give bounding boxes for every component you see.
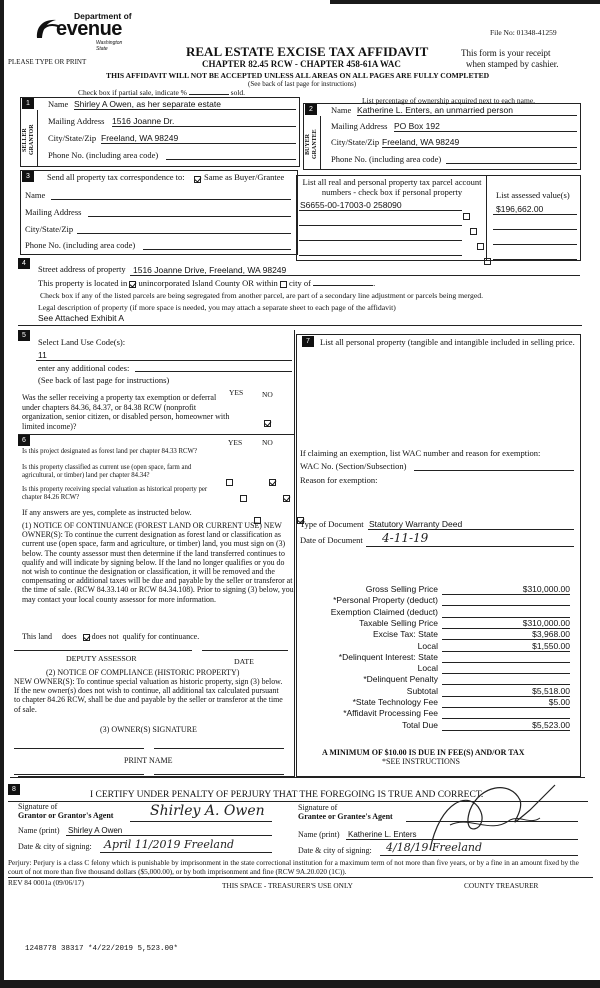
seller-address-label: Mailing Address <box>48 116 105 126</box>
personal-property-checkbox[interactable] <box>463 213 470 220</box>
assessor-date-label: DATE <box>234 657 254 666</box>
fee-row <box>300 663 575 674</box>
buyer-name-field[interactable]: Katherine L. Enters, an unmarried person <box>357 105 513 115</box>
grantee-name-line <box>346 839 578 840</box>
doc-date-field[interactable]: 4-11-19 <box>382 531 429 545</box>
grantee-date-line <box>380 855 578 856</box>
rev-number: REV 84 0001a (09/06/17) <box>8 878 84 887</box>
fee-value[interactable] <box>442 595 570 606</box>
minimum-note: A MINIMUM OF $10.00 IS DUE IN FEE(S) AND/OR TAX <box>322 748 525 757</box>
print-name-line-2[interactable] <box>154 774 284 775</box>
footer-rule <box>8 877 593 878</box>
reason-label: Reason for exemption: <box>300 475 378 485</box>
scan-edge-bottom <box>0 980 600 988</box>
parcel-line <box>299 255 462 256</box>
grantee-sig-label: Signature of Grantee or Grantee's Agent <box>298 803 393 821</box>
fee-label: *State Technology Fee <box>352 697 438 707</box>
buyer-phone-field[interactable] <box>446 163 577 164</box>
doc-date-label: Date of Document <box>300 535 363 545</box>
street-label: Street address of property <box>38 264 126 274</box>
exemption-no-header: NO <box>262 390 273 399</box>
unincorporated-checkbox[interactable] <box>129 281 136 288</box>
section-6-top-rule <box>18 434 295 435</box>
receipt-note-2: when stamped by cashier. <box>466 59 559 69</box>
fee-row <box>300 595 575 606</box>
assessor-date-line[interactable] <box>202 650 288 651</box>
doc-type-line <box>368 529 574 530</box>
corr-name-field[interactable] <box>51 199 291 200</box>
section-8-top-rule <box>10 777 585 778</box>
grantee-name-field[interactable]: Katherine L. Enters <box>348 830 417 839</box>
notice-compliance: NEW OWNER(S): To continue special valuation as historic property, sign (3) below. If the new owner(s) does not wish to continue, all additional tax calculated pursuant to chapter 84.26 RCW, shall be due and payable by the seller or transferor at the time of sale. <box>14 677 283 714</box>
print-name-label: PRINT NAME <box>124 756 173 765</box>
section-7-tag: 7 <box>302 336 314 347</box>
buyer-city-label: City/State/Zip <box>331 137 380 147</box>
corr-city-label: City/State/Zip <box>25 224 74 234</box>
fee-value[interactable] <box>442 674 570 685</box>
grantee-date-field[interactable]: 4/18/19 Freeland <box>386 841 483 854</box>
land-use-code-field[interactable]: 11 <box>38 350 47 360</box>
section-4-tag: 4 <box>18 258 30 269</box>
fee-label: Excise Tax: State <box>372 629 438 640</box>
fee-value[interactable]: $5,523.00 <box>442 720 570 731</box>
corr-name-label: Name <box>25 190 46 200</box>
seller-phone-field[interactable] <box>166 159 296 160</box>
notice-continuance: (1) NOTICE OF CONTINUANCE (FOREST LAND OR CURRENT USE) NEW OWNER(S): To continue the current designation as forest land or classification as current use (open space, farm and agriculture, or timber) land, you must sign on (3) below. The county assessor must then determine if the land transferred continues to qualify and will indicate by signing below. If the land no longer qualifies or you do not wish to continue the designation or classification, it will be removed and the compensating or additional taxes will be due and payable by the seller or transferor at the time of sale. (RCW 84.33.140 or RCW 84.34.108). Prior to signing (3) below, you may contact your local county assessor for more information. <box>22 521 294 604</box>
perjury-note: Perjury: Perjury is a class C felony which is punishable by imprisonment in the state correctional institution for a maximum term of not more than five years, or by a fine in an amount fixed by the court of not more than five thousand dollars ($5,000.00), or by both imprisonment and fine (RCW 9A.20.020 (1C)). <box>8 858 579 876</box>
buyer-grantee-label: BUYER GRANTEE <box>305 129 318 159</box>
exemption-no-checkbox[interactable] <box>264 420 271 427</box>
exemption-yes-header: YES <box>229 388 244 397</box>
warning-banner: THIS AFFIDAVIT WILL NOT BE ACCEPTED UNLESS ALL AREAS ON ALL PAGES ARE FULLY COMPLETED <box>106 71 490 80</box>
grantor-sig-label: Signature of Grantor or Grantor's Agent <box>18 802 114 820</box>
buyer-city-field[interactable]: Freeland, WA 98249 <box>382 137 460 147</box>
same-as-buyer-checkbox[interactable] <box>194 176 201 183</box>
s6-no-header: NO <box>262 438 273 447</box>
s6-question: Is this property classified as current use (open space, farm and agricultural, or timber) land per chapter 84.34? <box>22 464 192 479</box>
fee-value[interactable] <box>442 663 570 674</box>
if-yes-note: If any answers are yes, complete as instructed below. <box>22 508 192 517</box>
fee-label: *Delinquent Penalty <box>363 674 438 685</box>
fee-value[interactable]: $310,000.00 <box>442 618 570 629</box>
fee-row <box>300 584 575 595</box>
cashier-stamp: 1248778 38317 *4/22/2019 5,523.00* <box>25 945 179 953</box>
fee-row <box>300 708 575 719</box>
fee-row <box>300 720 575 731</box>
grantor-name-label: Name (print) <box>18 826 60 835</box>
seller-name-line <box>74 109 296 110</box>
assessed-value-field[interactable]: $196,662.00 <box>496 204 544 214</box>
buyer-name-line <box>357 115 577 116</box>
doc-date-line <box>366 546 574 547</box>
s6-question: Is this project designated as forest land per chapter 84.33 RCW? <box>22 448 197 455</box>
seller-address-field[interactable]: 1516 Joanne Dr. <box>112 116 175 126</box>
s6-yes-checkbox[interactable] <box>226 479 233 486</box>
continuance-line: This land does does not qualify for continuance. <box>22 632 200 641</box>
seller-name-field[interactable]: Shirley A Owen, as her separate estate <box>74 99 221 109</box>
grantor-sig-line <box>130 821 272 822</box>
parcel-line <box>299 225 462 226</box>
parcel-line <box>299 210 462 211</box>
fee-row <box>300 629 575 640</box>
owner-sig-line-2[interactable] <box>154 748 284 749</box>
fee-row <box>300 652 575 663</box>
buyer-side-panel <box>303 116 321 170</box>
additional-codes-label: enter any additional codes: <box>38 363 130 373</box>
dor-logo <box>34 10 134 52</box>
deputy-assessor-label: DEPUTY ASSESSOR <box>66 654 137 663</box>
personal-property-checkbox[interactable] <box>470 228 477 235</box>
s6-yes-header: YES <box>228 438 243 447</box>
grantee-name-label: Name (print) <box>298 830 340 839</box>
fee-row <box>300 686 575 697</box>
personal-property-checkbox[interactable] <box>477 243 484 250</box>
fee-label: Local <box>417 640 438 651</box>
exemption-question: Was the seller receiving a property tax exemption or deferral under chapters 84.36, 84.37, or 84.38 RCW (nonprofit organization, senior citizen, or disabled person, homeowner with limited income)? <box>22 393 230 431</box>
assessed-header: List assessed value(s) <box>496 190 570 200</box>
s6-no-checkbox[interactable] <box>269 479 276 486</box>
logo-state: Washington State <box>96 40 123 52</box>
fee-label: Exemption Claimed (deduct) <box>330 606 438 617</box>
fee-value[interactable] <box>442 708 570 719</box>
land-use-label: Select Land Use Code(s): <box>38 337 126 347</box>
fee-label: Gross Selling Price <box>365 584 438 594</box>
corr-address-label: Mailing Address <box>25 207 82 217</box>
fee-row <box>300 618 575 629</box>
fee-label: *Affidavit Processing Fee <box>343 708 438 719</box>
seller-city-field[interactable]: Freeland, WA 98249 <box>101 133 179 143</box>
assessed-value-line <box>493 259 577 260</box>
fee-label: Subtotal <box>406 685 438 696</box>
see-instructions: *SEE INSTRUCTIONS <box>382 757 461 766</box>
receipt-note-1: This form is your receipt <box>461 48 551 58</box>
fee-label: Taxable Selling Price <box>359 617 438 628</box>
fee-row <box>300 607 575 618</box>
fee-row <box>300 697 575 708</box>
seller-address-line <box>112 126 296 127</box>
assessed-value-line <box>493 229 577 230</box>
section-1-tag: 1 <box>22 98 34 109</box>
section-4-bottom-rule <box>18 325 582 326</box>
deputy-assessor-line[interactable] <box>14 650 192 651</box>
fee-row <box>300 674 575 685</box>
corr-phone-label: Phone No. (including area code) <box>25 240 136 250</box>
buyer-city-line <box>382 147 577 148</box>
buyer-address-label: Mailing Address <box>331 121 388 131</box>
does-not-checkbox[interactable] <box>83 634 90 641</box>
section-8-tag: 8 <box>8 784 20 795</box>
form-subtitle: CHAPTER 82.45 RCW - CHAPTER 458-61A WAC <box>202 59 401 69</box>
legal-label: Legal description of property (if more space is needed, you may attach a separate sheet to each page of the affidavit) <box>38 303 396 312</box>
segregated-note: Check box if any of the listed parcels are being segregated from another parcel, are part of a secondary line adjustment or parcels being merged. <box>40 291 483 300</box>
corr-phone-field[interactable] <box>143 249 291 250</box>
file-no: File No: 01348-41259 <box>490 28 557 37</box>
certify-statement: I CERTIFY UNDER PENALTY OF PERJURY THAT THE FOREGOING IS TRUE AND CORRECT. <box>90 790 484 800</box>
print-name-line-1[interactable] <box>14 774 144 775</box>
seller-phone-label: Phone No. (including area code) <box>48 150 159 160</box>
fee-value[interactable] <box>442 652 570 663</box>
buyer-name-label: Name <box>331 105 352 115</box>
parcel-number-field[interactable]: S6655-00-17003-0 258090 <box>300 200 402 210</box>
county-treasurer: COUNTY TREASURER <box>464 881 539 890</box>
legal-field[interactable]: See Attached Exhibit A <box>38 313 125 323</box>
grantor-date-field[interactable]: April 11/2019 Freeland <box>104 838 235 851</box>
fee-label: Local <box>417 663 438 674</box>
city-checkbox[interactable] <box>280 281 287 288</box>
fee-value[interactable]: $5,518.00 <box>442 686 570 697</box>
grantor-date-label: Date & city of signing: <box>18 842 92 851</box>
section-6-tag: 6 <box>18 435 30 446</box>
fee-label: Total Due <box>402 719 438 730</box>
section-5-tag: 5 <box>18 330 30 341</box>
parcel-line <box>299 240 462 241</box>
exemption-claim-label: If claiming an exemption, list WAC number and reason for exemption: <box>300 448 541 458</box>
scan-edge-top <box>330 0 600 4</box>
seller-city-line <box>101 143 296 144</box>
partial-sale-label: Check box if partial sale, indicate % sold. <box>78 88 246 97</box>
corr-address-field[interactable] <box>88 216 291 217</box>
location-line: This property is located in unincorporated Island County OR within city of . <box>38 278 376 288</box>
scan-edge-left <box>0 0 4 988</box>
fee-value[interactable]: $310,000.00 <box>442 584 570 595</box>
grantor-signature[interactable]: Shirley A. Owen <box>150 803 265 819</box>
doc-type-label: Type of Document <box>300 519 364 529</box>
s6-yes-checkbox[interactable] <box>240 495 247 502</box>
fee-row <box>300 641 575 652</box>
street-field[interactable]: 1516 Joanne Drive, Freeland, WA 98249 <box>133 265 287 275</box>
city-of-field[interactable] <box>313 285 373 286</box>
fee-value[interactable]: $3,968.00 <box>442 629 570 640</box>
wac-field[interactable] <box>414 470 574 471</box>
seller-name-label: Name <box>48 99 69 109</box>
doc-type-field[interactable]: Statutory Warranty Deed <box>369 519 463 529</box>
parcels-header: List all real and personal property tax parcel account numbers - check box if personal property <box>302 177 482 197</box>
please-type: PLEASE TYPE OR PRINT <box>8 58 87 66</box>
parcels-divider <box>486 175 487 261</box>
section-2-tag: 2 <box>305 104 317 115</box>
grantor-name-line <box>66 835 272 836</box>
same-as-buyer-label: Same as Buyer/Grantee <box>204 172 285 182</box>
buyer-address-line <box>394 131 577 132</box>
treasurer-space: THIS SPACE - TREASURER'S USE ONLY <box>222 881 353 890</box>
corr-city-field[interactable] <box>77 233 291 234</box>
personal-property-label: List all personal property (tangible and intangible included in selling price. <box>320 337 575 347</box>
grantor-date-line <box>100 852 272 853</box>
correspondence-label: Send all property tax correspondence to: <box>47 172 185 182</box>
grantor-name-field[interactable]: Shirley A Owen <box>68 826 123 835</box>
buyer-address-field[interactable]: PO Box 192 <box>394 121 440 131</box>
grantee-date-label: Date & city of signing: <box>298 846 372 855</box>
fee-value[interactable]: $5.00 <box>442 697 570 708</box>
assessed-value-line <box>493 214 577 215</box>
logo-department: Department of <box>74 11 132 21</box>
ownership-note: List percentage of ownership acquired next to each name. <box>362 96 536 105</box>
fee-label: *Personal Property (deduct) <box>333 595 438 606</box>
see-back-note: (See back of last page for instructions) <box>248 80 357 88</box>
street-line <box>130 275 580 276</box>
additional-codes-field[interactable] <box>135 371 292 372</box>
grantee-sig-line <box>406 821 578 822</box>
owner-sig-line-1[interactable] <box>14 748 144 749</box>
assessed-value-line <box>493 244 577 245</box>
owner-sig-label: (3) OWNER(S) SIGNATURE <box>100 725 197 734</box>
land-use-see-back: (See back of last page for instructions) <box>38 375 170 385</box>
fee-label: *Delinquent Interest: State <box>338 651 438 662</box>
seller-grantor-label: SELLER GRANTOR <box>22 124 35 156</box>
s6-question: Is this property receiving special valuation as historical property per chapter 84.26 RCW? <box>22 486 208 501</box>
seller-side-panel <box>20 110 38 167</box>
notice-compliance-title: (2) NOTICE OF COMPLIANCE (HISTORIC PROPERTY) <box>46 668 240 677</box>
s6-no-checkbox[interactable] <box>283 495 290 502</box>
logo-revenue: evenue <box>56 18 122 40</box>
buyer-phone-label: Phone No. (including area code) <box>331 154 442 164</box>
wac-label: WAC No. (Section/Subsection) <box>300 461 407 471</box>
fee-value[interactable] <box>442 607 570 618</box>
land-use-code-line <box>36 360 292 361</box>
fee-value[interactable]: $1,550.00 <box>442 641 570 652</box>
form-title: REAL ESTATE EXCISE TAX AFFIDAVIT <box>186 44 429 59</box>
seller-city-label: City/State/Zip <box>48 133 97 143</box>
section-3-tag: 3 <box>22 171 34 182</box>
personal-property-checkbox[interactable] <box>484 258 491 265</box>
